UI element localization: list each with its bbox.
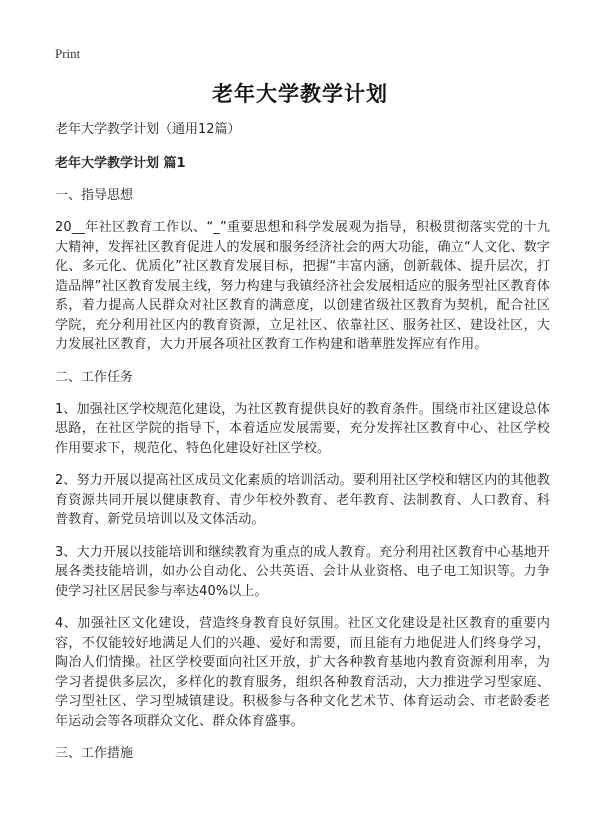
document-body xyxy=(55,120,550,776)
paragraph-task-4: 4、加强社区文化建设，营造终身教育良好氛围。社区文化建设是社区教育的重要内容，不仅能较好地满足人们的兴趣、爱好和需要，而且能有力地促进人们终身学习，陶冶人们情操。社区学校要面向社区开放，扩大各种教育基地内教育资源利用率，为学习者提供多层次，多样化的教育服务，组织各种教育活动，大力推进学习型家庭、学习型社区、学习型城镇建设。积极参与各种文化艺术节、体育运动会、市老龄委老年运动会等各项群众文化、群众体育盛事。 xyxy=(55,616,550,729)
section-heading-work-tasks: 二、工作任务 xyxy=(55,369,134,385)
paragraph-guiding-ideology: 20__年社区教育工作以、“_”重要思想和科学发展观为指导，积极贯彻落实党的十九大精神，发挥社区教育促进人的发展和服务经济社会的两大功能，确立“人文化、数字化、多元化、优质化”社区教育发展目标，把握“丰富内涵，创新载体、提升层次，打造品牌”社区教育发展主线，努力构建与我镇经济社会发展相适应的服务型社区教育体系，着力提高人民群众对社区教育的满意度，以创建省级社区教育为契机，配合社区学院，充分利用社区内的教育资源，立足社区、依靠社区、服务社区、建设社区，大力发展社区教育，大力开展各项社区教育工作构建和谐華胜发挥应有作用。 xyxy=(55,220,550,352)
paragraph-task-3: 3、大力开展以技能培训和继续教育为重点的成人教育。充分利用社区教育中心基地开展各类技能培训，如办公自动化、公共英语、会计从业资格、电子电工知识等。力争使学习社区居民参与率达40%以上。 xyxy=(55,544,550,599)
paragraph-task-1: 1、加强社区学校规范化建设，为社区教育提供良好的教育条件。围绕市社区建设总体思路，在社区学院的指导下，本着适应发展需要，充分发挥社区教育中心、社区学校作用要求下，规范化、特色化建设好社区学校。 xyxy=(55,401,550,456)
section-heading-guiding-ideology: 一、指导思想 xyxy=(55,188,134,203)
article-heading: 老年大学教学计划 篇1 xyxy=(55,156,186,171)
document-title: 老年大学教学计划 xyxy=(212,82,388,106)
print-link[interactable]: Print xyxy=(55,46,81,61)
document-subtitle: 老年大学教学计划（通用12篇） xyxy=(55,122,241,137)
section-heading-work-measures: 三、工作措施 xyxy=(55,746,134,761)
paragraph-task-2: 2、努力开展以提高社区成员文化素质的培训活动。要利用社区学校和辖区内的其他教育资源共同开展以健康教育、青少年校外教育、老年教育、法制教育、人口教育、科普教育、新党员培训以及文体活动。 xyxy=(55,473,550,527)
